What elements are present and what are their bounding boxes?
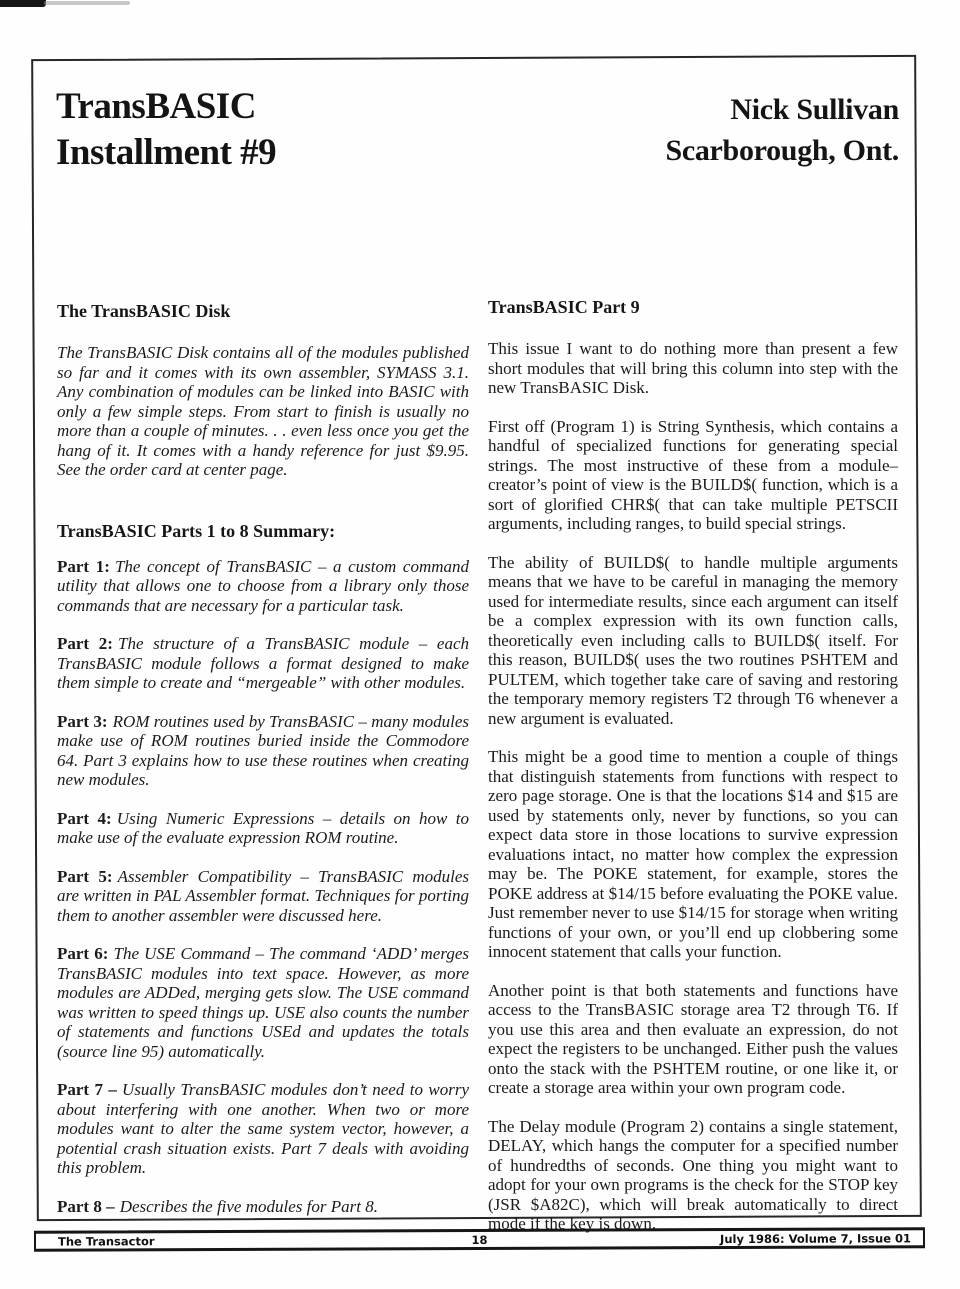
summary-section-heading: TransBASIC Parts 1 to 8 Summary: [57, 520, 336, 541]
part-3-label: Part 3: [57, 711, 108, 731]
footer-issue-info: July 1986: Volume 7, Issue 01 [720, 1230, 912, 1246]
part-7-text: Usually TransBASIC modules don’t need to worry about interfering with one another. When two or more modules want to alter the same system vector, however, a potential crash situation exists. Part 7 deals with avoiding this problem. [57, 1080, 469, 1177]
disk-intro-paragraph: The TransBASIC Disk contains all of the modules published so far and it comes with its own assembler, SYMASS 3.1. Any combination of modules can be linked into BASIC with only a few simple steps. From start to finish is usually no more than a couple of minutes. . . even less once you get the hang of it. It comes with a handy reference for just $9.95. See the order card at center page. [57, 343, 469, 479]
author-name: Nick Sullivan [730, 93, 899, 126]
footer-page-number: 18 [471, 1232, 488, 1247]
footer-magazine-name: The Transactor [57, 1233, 155, 1249]
article-title [56, 84, 276, 176]
part-5-summary [57, 867, 469, 926]
part-2-text: The structure of a TransBASIC module – each TransBASIC module follows a format designed to make them simple to create and “mergeable” with other modules. [57, 634, 469, 692]
article-title-line2: Installment #9 [56, 132, 277, 173]
part-8-summary [57, 1197, 469, 1217]
part9-section-heading: TransBASIC Part 9 [488, 297, 640, 317]
part-7-summary [57, 1080, 469, 1178]
part-7-label: Part 7 – [57, 1080, 117, 1099]
author-location: Scarborough, Ont. [665, 134, 899, 167]
right-column [488, 296, 898, 1253]
author-byline [665, 89, 899, 171]
disk-section-heading: The TransBASIC Disk [57, 301, 231, 321]
part9-paragraph-6: The Delay module (Program 2) contains a single statement, DELAY, which hangs the computer for a specified number of hundredths of seconds. One thing you might want to adopt for your own programs is the check for the STOP key (JSR $A82C), which will break automatically to direct mode if the key is down. [488, 1116, 898, 1233]
scan-artifact [0, 0, 46, 7]
part-6-summary [57, 944, 469, 1061]
part-6-label: Part 6: [57, 944, 109, 963]
part-8-label: Part 8 – [57, 1196, 115, 1216]
part-8-text: Describes the five modules for Part 8. [119, 1196, 378, 1216]
part-5-text: Assembler Compatibility – TransBASIC modules are written in PAL Assembler format. Techniques for porting them to another assembler were discussed here. [57, 866, 469, 925]
part-5-label: Part 5: [57, 866, 113, 886]
article-title-line1: TransBASIC [56, 86, 256, 127]
part-3-text: ROM routines used by TransBASIC – many modules make use of ROM routines buried inside the Commodore 64. Part 3 explains how to use these routines when creating new modules. [57, 711, 469, 789]
part9-paragraph-4: This might be a good time to mention a couple of things that distinguish statements from functions with respect to zero page storage. One is that the locations $14 and $15 are used by statements only, never by functions, so you can expect data store in those locations to survive expression evaluations intact, no matter how complex the expression may be. The POKE statement, for example, stores the POKE address at $14/15 before evaluating the POKE value. Just remember never to use $14/15 for storage when writing functions of your own, or you’ll end up clobbering some innocent statement that calls your function. [488, 747, 898, 961]
part-6-text: The USE Command – The command ‘ADD’ merges TransBASIC modules into text space. However, as more modules are ADDed, merging gets slow. The USE command was written to speed things up. USE also counts the number of statements and functions USEd and updates the totals (source line 95) automatically. [57, 944, 469, 1061]
part9-paragraph-3: The ability of BUILD$( to handle multiple arguments means that we have to be careful in managing the memory used for intermediate results, since each argument can itself be a complex expression with its own function calls, theoretically even including calls to BUILD$( itself. For this reason, BUILD$( uses the two routines PSHTEM and PULTEM, which together take care of saving and restoring the temporary memory registers T2 through T6 whenever a new argument is evaluated. [488, 552, 898, 728]
part-2-label: Part 2: [57, 634, 113, 653]
part-3-summary [57, 712, 469, 790]
part9-paragraph-1: This issue I want to do nothing more than present a few short modules that will bring this column into step with the new TransBASIC Disk. [488, 339, 898, 397]
part9-paragraph-5: Another point is that both statements and functions have access to the TransBASIC storage area T2 through T6. If you use this area and then evaluate an expression, do not expect the registers to be unchanged. Either push the values onto the stack with the PSHTEM routine, or one like it, or create a storage area within your own program code. [488, 980, 898, 1097]
scan-artifact [44, 1, 130, 5]
left-column [57, 300, 469, 1235]
part-4-label: Part 4: [57, 808, 112, 828]
part-4-text: Using Numeric Expressions – details on how to make use of the evaluate expression ROM routine. [57, 808, 469, 847]
part-2-summary [57, 634, 469, 693]
part-1-label: Part 1: [57, 556, 110, 576]
page-footer-bar [34, 1227, 925, 1251]
part-1-text: The concept of TransBASIC – a custom command utility that allows one to choose from a library only those commands that are necessary for a particular task. [57, 556, 469, 615]
part-4-summary [57, 809, 469, 848]
part9-paragraph-2: First off (Program 1) is String Synthesis, which contains a handful of specialized functions for generating special strings. The most instructive of these from a module–creator’s point of view is the BUILD$( function, which is a sort of glorified CHR$( that can take multiple PETSCII arguments, including ranges, to build special strings. [488, 416, 898, 533]
part-1-summary [57, 557, 469, 616]
